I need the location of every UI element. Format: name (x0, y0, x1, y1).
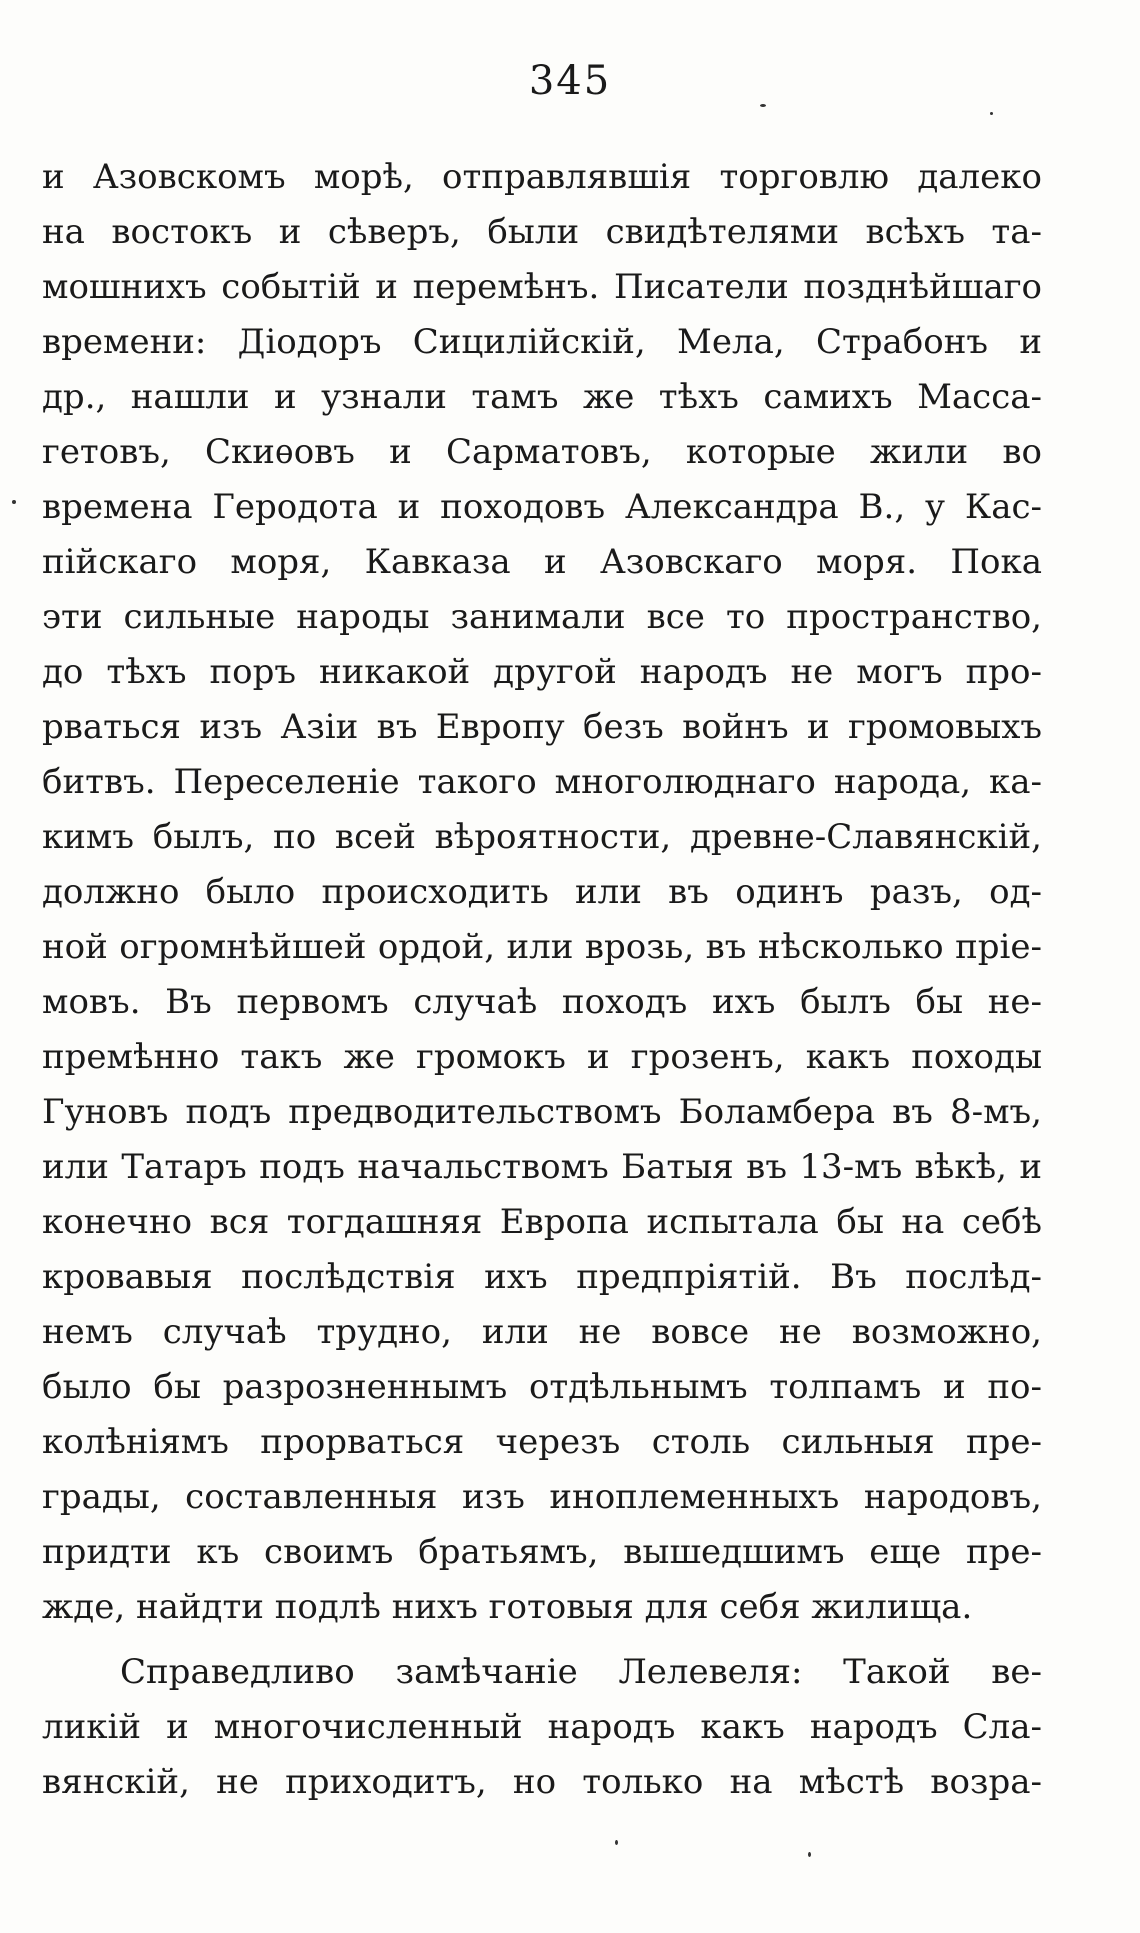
text-line: пійскаго моря, Кавказа и Азовскаго моря. Пока (42, 542, 1042, 582)
scan-speck (12, 500, 16, 504)
text-line: должно было происходить или въ одинъ разъ, од- (42, 872, 1042, 912)
text-line: грады, составленныя изъ иноплеменныхъ народовъ, (42, 1477, 1042, 1517)
paragraph-2 (42, 1645, 1042, 1810)
text-line: др., нашли и узнали тамъ же тѣхъ самихъ Масса- (42, 377, 1042, 417)
text-line: на востокъ и сѣверъ, были свидѣтелями всѣхъ та- (42, 212, 1042, 252)
text-line: вянскій, не приходитъ, но только на мѣстѣ возра- (42, 1762, 1042, 1802)
scan-speck (760, 104, 766, 107)
text-line: колѣніямъ прорваться черезъ столь сильныя пре- (42, 1422, 1042, 1462)
text-line: жде, найдти подлѣ нихъ готовыя для себя жилища. (42, 1587, 973, 1627)
text-line: гетовъ, Скиѳовъ и Сарматовъ, которые жили во (42, 432, 1042, 472)
text-line: немъ случаѣ трудно, или не вовсе не возможно, (42, 1312, 1042, 1352)
text-line: до тѣхъ поръ никакой другой народъ не могъ про- (42, 652, 1042, 692)
text-line: эти сильные народы занимали все то пространство, (42, 597, 1042, 637)
text-line: премѣнно такъ же громокъ и грозенъ, какъ походы (42, 1037, 1042, 1077)
text-line: Гуновъ подъ предводительствомъ Боламбера въ 8-мъ, (42, 1092, 1042, 1132)
text-line: кимъ былъ, по всей вѣроятности, древне-Славянскій, (42, 817, 1042, 857)
text-line: было бы разрозненнымъ отдѣльнымъ толпамъ и по- (42, 1367, 1042, 1407)
text-line: рваться изъ Азіи въ Европу безъ войнъ и громовыхъ (42, 707, 1042, 747)
text-line: кровавыя послѣдствія ихъ предпріятій. Въ послѣд- (42, 1257, 1042, 1297)
text-line: и Азовскомъ морѣ, отправлявшія торговлю далеко (42, 157, 1042, 197)
text-line: времени: Діодоръ Сицилійскій, Мела, Страбонъ и (42, 322, 1042, 362)
text-line: конечно вся тогдашняя Европа испытала бы на себѣ (42, 1202, 1042, 1242)
page-number: 345 (528, 58, 612, 104)
text-line: времена Геродота и походовъ Александра В., у Кас- (42, 487, 1042, 527)
scan-speck (808, 1852, 811, 1857)
body-text (42, 150, 1042, 1810)
text-line: ной огромнѣйшей ордой, или врозь, въ нѣсколько пріе- (42, 927, 1042, 967)
scan-speck (615, 1840, 618, 1845)
text-line: мовъ. Въ первомъ случаѣ походъ ихъ былъ бы не- (42, 982, 1042, 1022)
text-line: ликій и многочисленный народъ какъ народъ Сла- (42, 1707, 1042, 1747)
text-line: мошнихъ событій и перемѣнъ. Писатели позднѣйшаго (42, 267, 1042, 307)
text-line: придти къ своимъ братьямъ, вышедшимъ еще пре- (42, 1532, 1042, 1572)
text-line: битвъ. Переселеніе такого многолюднаго народа, ка- (42, 762, 1042, 802)
scan-speck (990, 112, 993, 115)
text-line: или Татаръ подъ начальствомъ Батыя въ 13-мъ вѣкѣ, и (42, 1147, 1042, 1187)
text-line: Справедливо замѣчаніе Лелевеля: Такой ве- (120, 1652, 1042, 1692)
paragraph-1 (42, 150, 1042, 1635)
